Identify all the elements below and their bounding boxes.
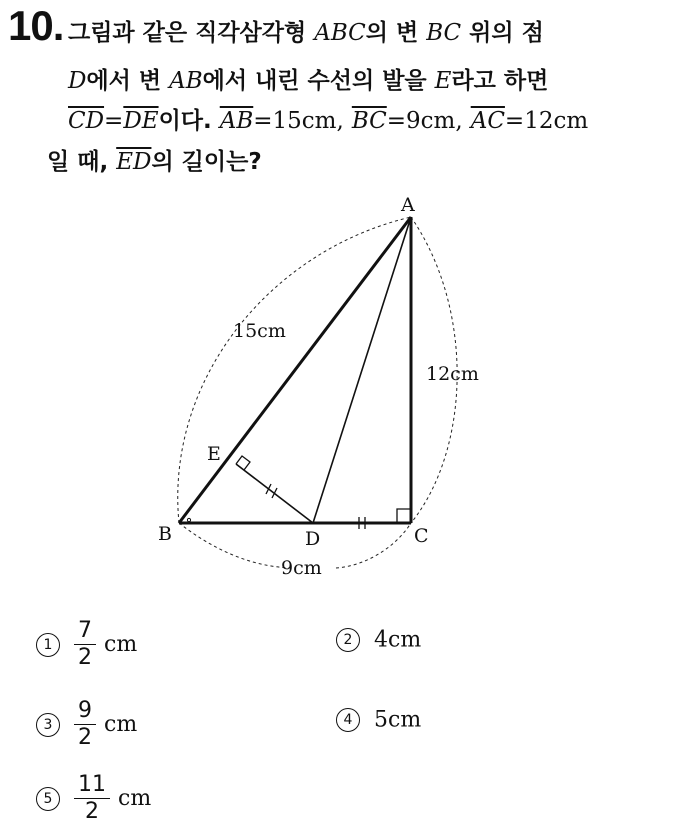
question-number: 10. <box>8 2 64 49</box>
segment-ab: $\overline{AB}$ <box>219 108 254 134</box>
q-math: AB <box>169 68 203 94</box>
fraction <box>74 698 96 751</box>
q-text: 에서 변 <box>86 68 170 94</box>
choice-mark: 1 <box>36 633 60 657</box>
tick-de <box>266 484 271 494</box>
q-math: =15cm, <box>253 108 344 134</box>
q-text: 일 때, <box>47 149 117 175</box>
q-math: =9cm, <box>386 108 463 134</box>
segment-ad <box>313 217 411 523</box>
q-text: 위의 점 <box>461 20 544 46</box>
segment-ac: $\overline{AC}$ <box>470 108 505 134</box>
length-bc: 9cm <box>281 557 322 579</box>
choice-1[interactable] <box>36 618 137 671</box>
choice-3[interactable] <box>36 698 137 751</box>
length-ac: 12cm <box>426 363 479 385</box>
unit: cm <box>104 712 138 737</box>
label-c: C <box>414 525 429 547</box>
q-text: 에서 내린 수선의 발을 <box>202 68 435 94</box>
denominator: 2 <box>78 645 92 670</box>
length-ab: 15cm <box>233 320 286 342</box>
side-ab <box>179 217 411 523</box>
right-angle-e <box>236 456 250 470</box>
choice-5[interactable] <box>36 772 151 825</box>
q-text: 그림과 같은 직각삼각형 <box>68 20 315 46</box>
choice-mark: 3 <box>36 713 60 737</box>
choice-mark: 2 <box>336 628 360 652</box>
fraction <box>74 618 96 671</box>
label-d: D <box>305 528 321 550</box>
numerator: 11 <box>74 772 110 799</box>
q-text: 라고 하면 <box>451 68 549 94</box>
segment-de: $\overline{DE}$ <box>123 108 159 134</box>
unit: cm <box>118 786 152 811</box>
arc-bc <box>179 523 295 568</box>
label-b: B <box>158 523 172 545</box>
angle-mark-b <box>187 518 190 521</box>
choice-mark: 5 <box>36 787 60 811</box>
label-e: E <box>207 443 221 465</box>
segment-cd: $\overline{CD}$ <box>68 108 105 134</box>
fraction <box>74 772 110 825</box>
choice-4[interactable] <box>336 707 421 733</box>
arc-bc <box>336 523 411 568</box>
q-math: = <box>104 108 124 134</box>
numerator: 9 <box>74 698 96 725</box>
q-math: E <box>434 68 452 94</box>
denominator: 2 <box>78 725 92 750</box>
segment-ed: $\overline{ED}$ <box>116 149 152 175</box>
choice-value: 5cm <box>374 707 422 733</box>
q-math: D <box>68 68 87 94</box>
q-text: 의 변 <box>365 20 427 46</box>
q-text: 의 길이는? <box>151 149 262 175</box>
q-text: 이다. <box>158 108 220 134</box>
unit: cm <box>104 632 138 657</box>
q-math: BC <box>426 20 462 46</box>
choice-2[interactable] <box>336 627 421 653</box>
choice-mark: 4 <box>336 708 360 732</box>
q-math: ABC <box>314 20 366 46</box>
choice-value: 4cm <box>374 627 422 653</box>
label-a: A <box>401 194 415 216</box>
numerator: 7 <box>74 618 96 645</box>
segment-bc: $\overline{BC}$ <box>351 108 387 134</box>
q-math: =12cm <box>504 108 589 134</box>
denominator: 2 <box>85 799 99 824</box>
right-angle-c <box>397 509 411 523</box>
